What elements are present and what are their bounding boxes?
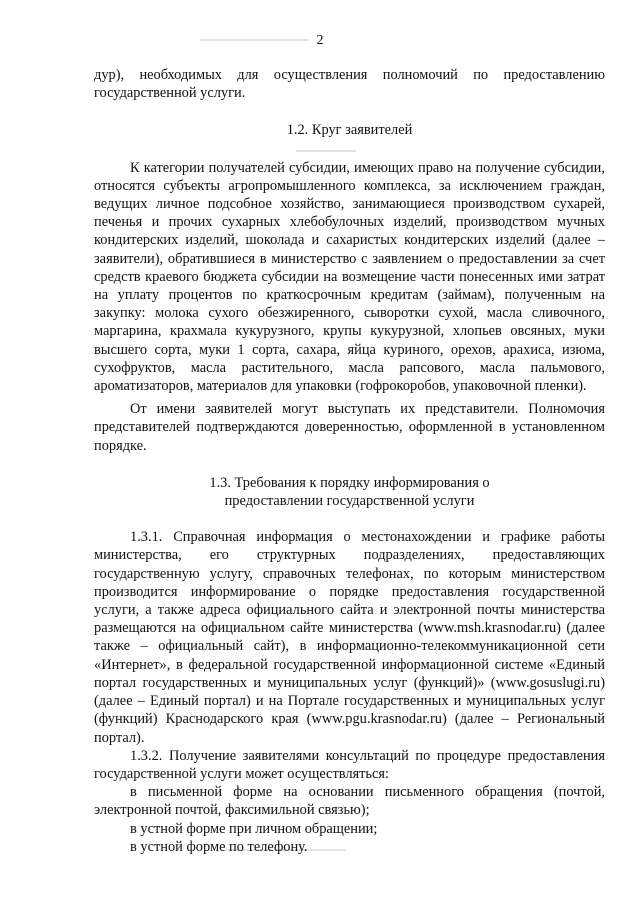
section-heading-1-2: 1.2. Круг заявителей <box>286 122 413 139</box>
paragraph-intro: дур), необходимых для осуществления полномочий по предоставлению государственной услуги. <box>94 67 605 102</box>
list-item: в письменной форме на основании письменного обращения (почтой, электронной почтой, факсимильной связью); <box>94 784 605 819</box>
section-heading-1-3-line1: 1.3. Требования к порядку информирования о <box>209 474 490 491</box>
section-heading-1-3 <box>94 474 605 510</box>
page-number: 2 <box>316 33 324 48</box>
paragraph-1-3-1: 1.3.1. Справочная информация о местонахождении и графике работы министерства, его структурных подразделениях, предоставляющих государственную услугу, справочных телефонах, по которым министерством производится информирование о порядке предоставления государственной услуги, а также адреса официального сайта и электронной почты министерства размещаются на официальном сайте министерства (www.msh.krasnodar.ru) (далее также – официальный сайт), в информационно-телекоммуникационной сети «Интернет», в федеральной государственной информационной системе «Единый портал государственных и муниципальных услуг (функций)» (www.gosuslugi.ru) (далее – Единый портал) и на Портале государственных и муниципальных услуг (функций) Краснодарского края (www.pgu.krasnodar.ru) (далее – Региональный портал). <box>94 529 605 746</box>
paragraph-representatives: От имени заявителей могут выступать их представители. Полномочия представителей подтверждаются доверенностью, оформленной в установленном порядке. <box>94 401 605 454</box>
document-body <box>94 66 605 856</box>
section-heading-1-3-line2: предоставлении государственной услуги <box>224 493 475 510</box>
paragraph-applicant-category: К категории получателей субсидии, имеющих право на получение субсидии, относятся субъекты агропромышленного комплекса, за исключением граждан, ведущих личное подсобное хозяйство, занимающиеся производством сухарей, печенья и прочих сухарных хлебобулочных изделий, производством мучных кондитерских изделий, шоколада и сахаристых кондитерских изделий (далее – заявители), обратившиеся в министерство с заявлением о предоставлении за счет средств краевого бюджета субсидии на возмещение части понесенных ими затрат на уплату процентов по краткосрочным кредитам (займам), полученным на закупку: молока сухого обезжиренного, сыворотки сухой, масла сливочного, маргарина, крахмала кукурузного, крупы кукурузной, хлопьев овсяных, муки высшего сорта, муки 1 сорта, сахара, яйца куриного, орехов, арахиса, изюма, сухофруктов, масла растительного, масла рапсового, масла пальмового, ароматизаторов, материалов для упаковки (гофрокоробов, упаковочной пленки). <box>94 159 605 395</box>
list-item: в устной форме при личном обращении; <box>130 820 378 837</box>
paragraph-1-3-2: 1.3.2. Получение заявителями консультаций по процедуре предоставления государственной услуги может осуществляться: <box>94 747 605 782</box>
list-item: в устной форме по телефону. <box>130 838 308 855</box>
